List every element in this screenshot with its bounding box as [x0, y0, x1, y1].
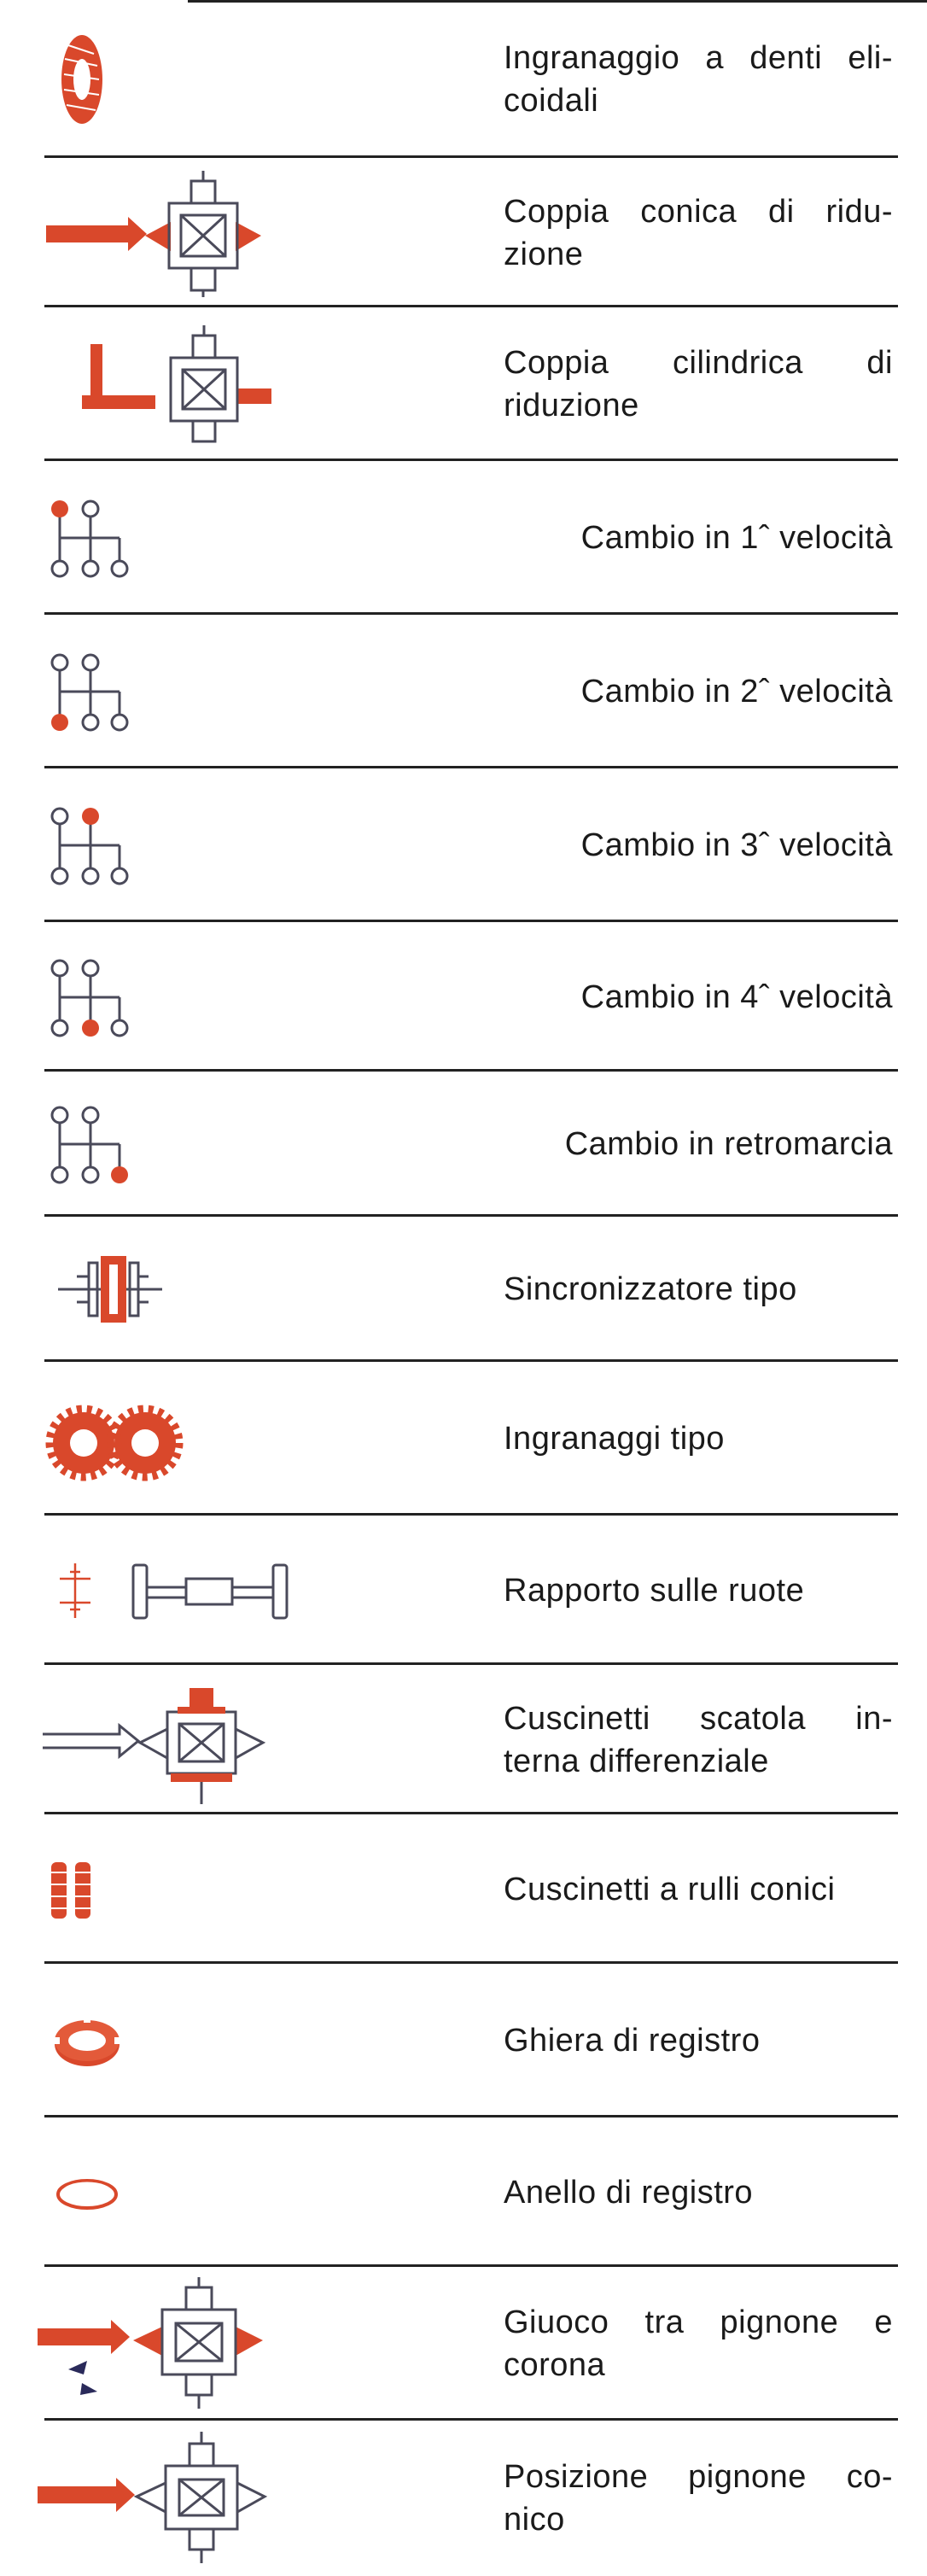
item-label: Sincronizzatore tipo [504, 1271, 797, 1307]
item-label: Posizione pignone co- nico [504, 2459, 893, 2538]
cylindrical-reduction-pair-icon [34, 307, 290, 461]
gear-shift-3rd-icon [34, 768, 290, 922]
differential-bearings-icon [34, 1665, 290, 1814]
list-item [0, 2267, 927, 2421]
list-item [0, 0, 927, 158]
item-label: Cuscinetti a rulli conici [504, 1871, 836, 1907]
list-item [0, 1814, 927, 1964]
item-label: Cambio in 3ˆ velocità [580, 827, 893, 863]
item-label: Ghiera di registro [504, 2023, 761, 2059]
list-item [0, 158, 927, 307]
list-item [0, 2117, 927, 2267]
item-label: Rapporto sulle ruote [504, 1572, 805, 1609]
bevel-reduction-pair-icon [34, 158, 290, 307]
gear-shift-reverse-icon [34, 1072, 290, 1217]
adjusting-ring-icon [34, 2117, 290, 2267]
taper-roller-bearings-icon [34, 1814, 290, 1964]
list-item [0, 2421, 927, 2576]
item-label: Coppia conica di ridu- zione [504, 193, 893, 272]
list-item [0, 1964, 927, 2117]
wheel-ratio-icon [34, 1516, 290, 1665]
list-item [0, 1362, 927, 1516]
list-item [0, 922, 927, 1072]
gear-shift-1st-icon [34, 461, 290, 615]
helical-gear-icon [34, 0, 290, 158]
list-item [0, 615, 927, 768]
item-label: Coppia cilindrica di riduzione [504, 345, 893, 423]
list-item [0, 461, 927, 615]
pinion-position-icon [34, 2421, 290, 2576]
list-item [0, 307, 927, 461]
item-label: Cambio in 2ˆ velocità [580, 674, 893, 710]
adjusting-ring-nut-icon [34, 1964, 290, 2117]
item-label: Cambio in 1ˆ velocità [580, 520, 893, 556]
list-item [0, 1665, 927, 1814]
item-label: Cambio in 4ˆ velocità [580, 978, 893, 1015]
gear-shift-2nd-icon [34, 615, 290, 768]
list-item [0, 768, 927, 922]
item-label: Anello di registro [504, 2174, 754, 2211]
item-label: Ingranaggi tipo [504, 1421, 725, 1457]
item-label: Giuoco tra pignone e corona [504, 2304, 893, 2383]
list-item [0, 1217, 927, 1362]
item-label: Ingranaggio a denti eli- coidali [504, 39, 893, 119]
list-item [0, 1516, 927, 1665]
pinion-crown-backlash-icon [34, 2267, 290, 2421]
gear-shift-4th-icon [34, 922, 290, 1072]
item-label: Cambio in retromarcia [564, 1126, 893, 1162]
item-label: Cuscinetti scatola in- terna differenziale [504, 1700, 893, 1779]
list-item [0, 1072, 927, 1217]
synchronizer-icon [34, 1217, 290, 1362]
gears-icon [34, 1362, 290, 1516]
